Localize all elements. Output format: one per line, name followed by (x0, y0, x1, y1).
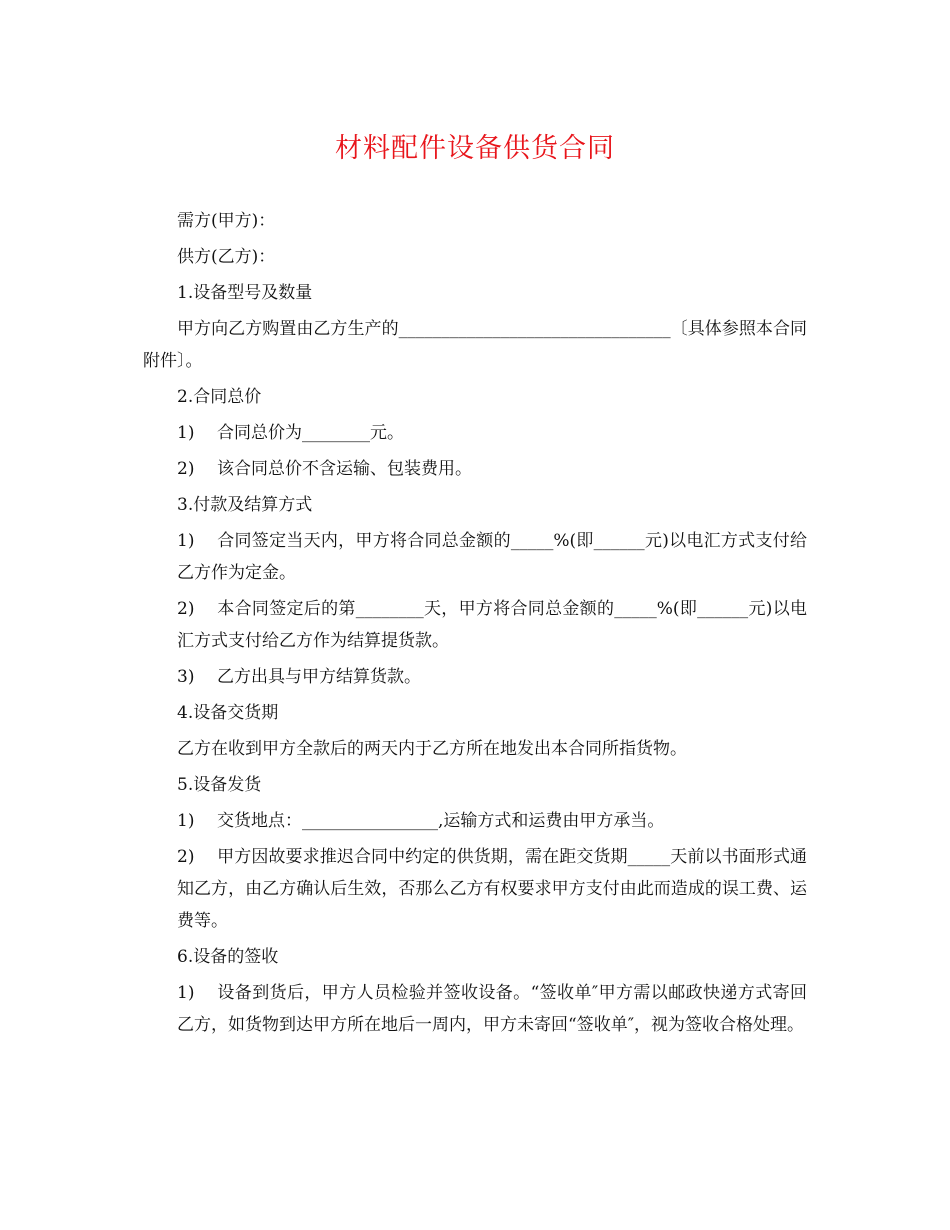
list-item-number: 1) (177, 983, 195, 1003)
list-item-number: 3) (177, 667, 195, 687)
list-item-number: 1) (177, 531, 195, 551)
list-item-text: 交货地点：________________,运输方式和运费由甲方承当。 (217, 811, 665, 831)
list-item-text: 乙方出具与甲方结算货款。 (217, 667, 421, 687)
list-item-number: 1) (177, 811, 195, 831)
list-item-number: 2) (177, 459, 195, 479)
list-item (143, 805, 807, 837)
party-b-line: 供方(乙方)： (177, 247, 276, 267)
list-item (143, 593, 807, 657)
list-item (143, 525, 807, 589)
list-item (143, 453, 807, 485)
party-a-line: 需方(甲方)： (177, 211, 276, 231)
paragraph: 甲方向乙方购置由乙方生产的________________________________〔具体参照本合同附件〕。 (143, 319, 807, 371)
list-item (143, 977, 807, 1041)
list-item-text: 甲方因故要求推迟合同中约定的供货期，需在距交货期_____天前以书面形式通知乙方，由乙方确认后生效，否那么乙方有权要求甲方支付由此而造成的误工费、运费等。 (177, 847, 807, 931)
list-item-number: 1) (177, 423, 195, 443)
list-item-text: 本合同签定后的第________天，甲方将合同总金额的_____%(即______元)以电汇方式支付给乙方作为结算提货款。 (177, 599, 807, 651)
list-item (143, 417, 807, 449)
section-heading: 6.设备的签收 (177, 947, 279, 967)
section-heading: 5.设备发货 (177, 775, 262, 795)
list-item-number: 2) (177, 847, 195, 867)
document-body (143, 205, 807, 1045)
list-item-text: 设备到货后，甲方人员检验并签收设备。“签收单″甲方需以邮政快递方式寄回乙方，如货物到达甲方所在地后一周内，甲方未寄回“签收单″，视为签收合格处理。 (177, 983, 807, 1035)
section-heading: 2.合同总价 (177, 387, 262, 407)
list-item-text: 该合同总价不含运输、包装费用。 (217, 459, 472, 479)
section-heading: 3.付款及结算方式 (177, 495, 313, 515)
section-heading: 1.设备型号及数量 (177, 283, 313, 303)
list-item (143, 841, 807, 937)
paragraph: 乙方在收到甲方全款后的两天内于乙方所在地发出本合同所指货物。 (177, 739, 687, 759)
section-heading: 4.设备交货期 (177, 703, 279, 723)
list-item-text: 合同总价为________元。 (217, 423, 404, 443)
list-item-number: 2) (177, 599, 195, 619)
list-item-text: 合同签定当天内，甲方将合同总金额的_____%(即______元)以电汇方式支付给乙方作为定金。 (177, 531, 807, 583)
document-title: 材料配件设备供货合同 (335, 133, 615, 164)
list-item (143, 661, 807, 693)
